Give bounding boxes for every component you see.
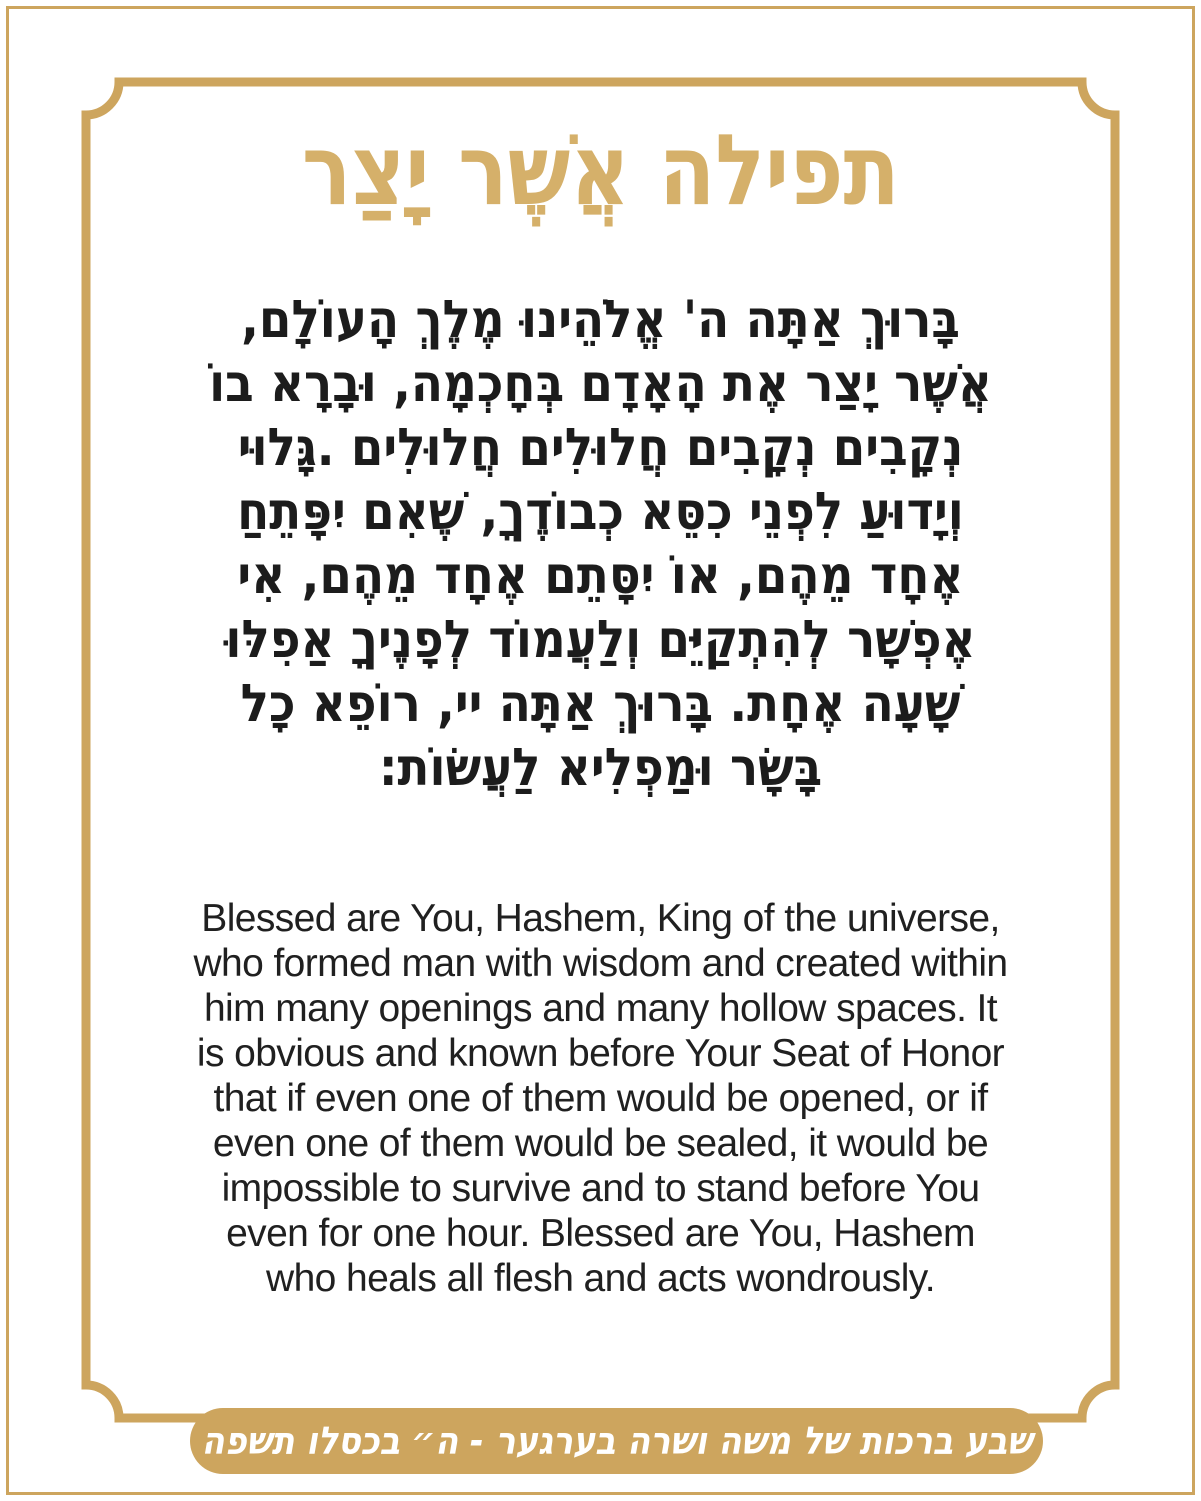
hebrew-prayer-line: נְקָבִים נְקָבִים חֲלוּלִים חֲלוּלִים .גָּלוּי [237,418,964,478]
english-translation-line: Blessed are You, Hashem, King of the universe, [201,897,1000,940]
english-translation-line: who formed man with wisdom and created within [193,942,1008,985]
hebrew-prayer-line: שָׁעָה אֶחָת. בָּרוּךְ אַתָּה יי, רוֹפֵא כָל [240,674,961,734]
dedication-banner [190,1408,1043,1474]
hebrew-prayer-line: אֶפְשָׁר לְהִתְקַיֵּם וְלַעֲמוֹד לְפָנֶיךָ אַפִלּוּ [225,610,976,670]
hebrew-prayer-line: בָּרוּךְ אַתָּה ה' אֱלֹהֵינוּ מֶלֶךְ הָעוֹלָם, [241,290,960,350]
english-translation [100,896,1101,1301]
english-translation-line: who heals all flesh and acts wondrously. [266,1257,935,1300]
hebrew-prayer-line: אֶחָד מֵהֶם, אוֹ יִסָּתֵם אֶחָד מֵהֶם, אִי [237,546,964,606]
page-title-text: תפילה אֲשֶׁר יָצַר [301,114,900,228]
english-translation-line: even one of them would be sealed, it would be [212,1122,989,1165]
english-translation-line: that if even one of them would be opened, or if [213,1077,988,1120]
page-title [86,114,1115,228]
dedication-banner-text: שבע ברכות של משה ושרה בערגער - ה״ בכסלו תשפה [201,1419,1032,1463]
english-translation-line: is obvious and known before Your Seat of Honor [196,1032,1005,1075]
english-translation-line: him many openings and many hollow spaces. It [203,987,998,1030]
hebrew-prayer [96,288,1105,800]
english-translation-line: impossible to survive and to stand before You [221,1167,980,1210]
hebrew-prayer-line: אֲשֶׁר יָצַר אֶת הָאָדָם בְּחָכְמָה, וּבָרָא בוֹ [209,354,992,414]
english-translation-line: even for one hour. Blessed are You, Hashem [226,1212,975,1255]
hebrew-prayer-line: וְיָדוּעַ לִפְנֵי כִסֵּא כְבוֹדֶךָ, שֶׁאִם יִפָּתֵחַ [237,482,964,542]
hebrew-prayer-line: בָּשָׂר וּמַפְלִיא לַעֲשׂוֹת: [378,738,823,798]
